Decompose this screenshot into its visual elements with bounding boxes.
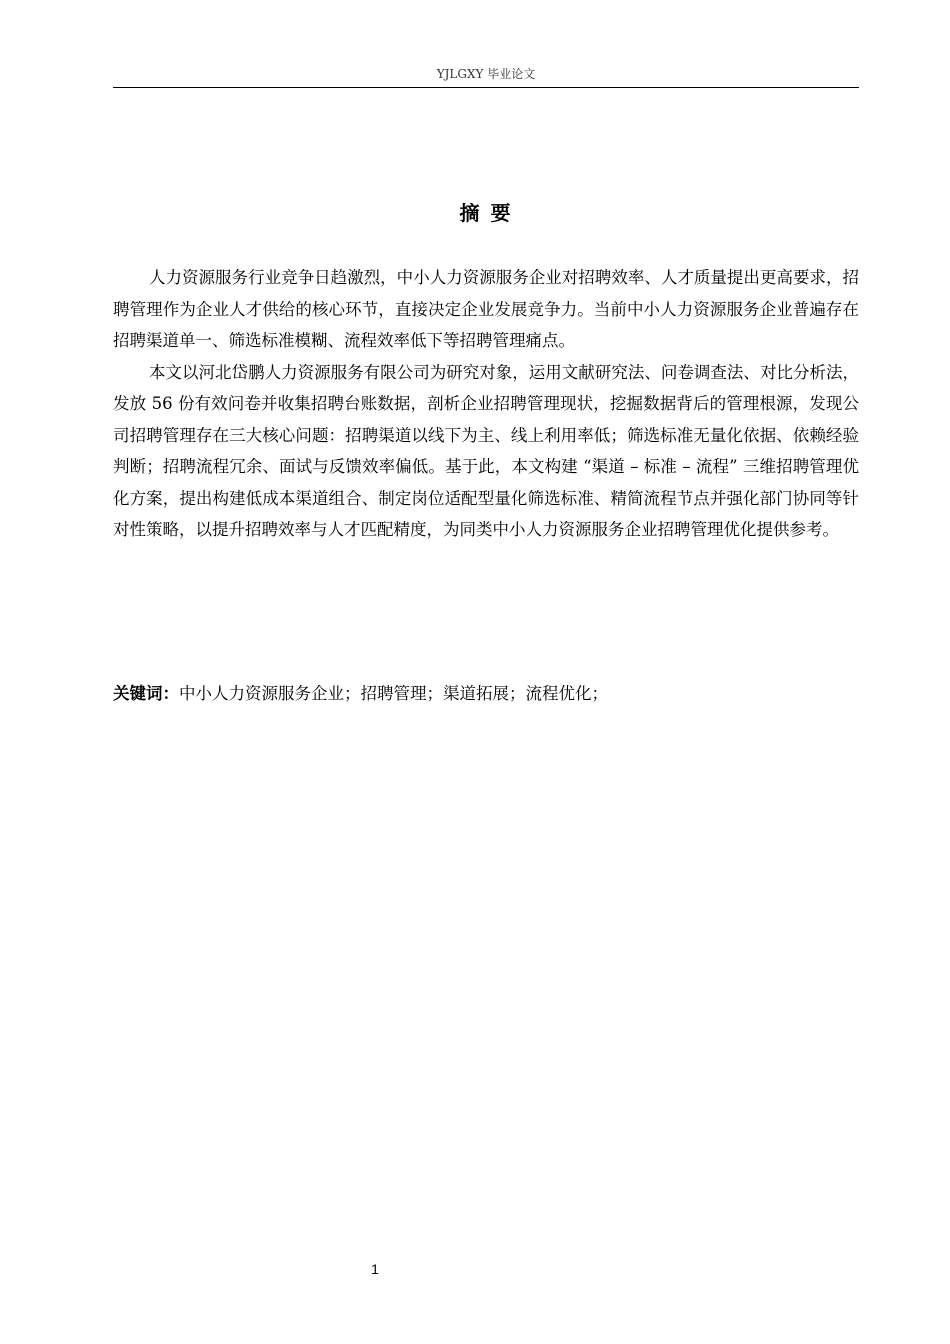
keywords-line (113, 678, 859, 710)
keywords-text: 中小人力资源服务企业；招聘管理；渠道拓展；流程优化； (179, 684, 608, 703)
header-divider (113, 87, 859, 88)
page-number: 1 (371, 1261, 379, 1277)
keywords-label: 关键词： (113, 684, 179, 703)
abstract-title: 摘 要 (459, 201, 513, 225)
running-header: YJLGXY 毕业论文 (436, 67, 536, 81)
abstract-paragraph: 人力资源服务行业竞争日趋激烈，中小人力资源服务企业对招聘效率、人才质量提出更高要求，招聘管理作为企业人才供给的核心环节，直接决定企业发展竞争力。当前中小人力资源服务企业普遍存在招聘渠道单一、筛选标准模糊、流程效率低下等招聘管理痛点。 (113, 268, 859, 350)
abstract-body (113, 262, 859, 546)
abstract-paragraph: 本文以河北岱鹏人力资源服务有限公司为研究对象，运用文献研究法、问卷调查法、对比分析法，发放 56 份有效问卷并收集招聘台账数据，剖析企业招聘管理现状，挖掘数据背后的管理根源，发现公司招聘管理存在三大核心问题：招聘渠道以线下为主、线上利用率低；筛选标准无量化依据、依赖经验判断；招聘流程冗余、面试与反馈效率偏低。基于此，本文构建 “渠道 – 标准 – 流程” 三维招聘管理优化方案，提出构建低成本渠道组合、制定岗位适配型量化筛选标准、精简流程节点并强化部门协同等针对性策略，以提升招聘效率与人才匹配精度，为同类中小人力资源服务企业招聘管理优化提供参考。 (113, 362, 859, 539)
